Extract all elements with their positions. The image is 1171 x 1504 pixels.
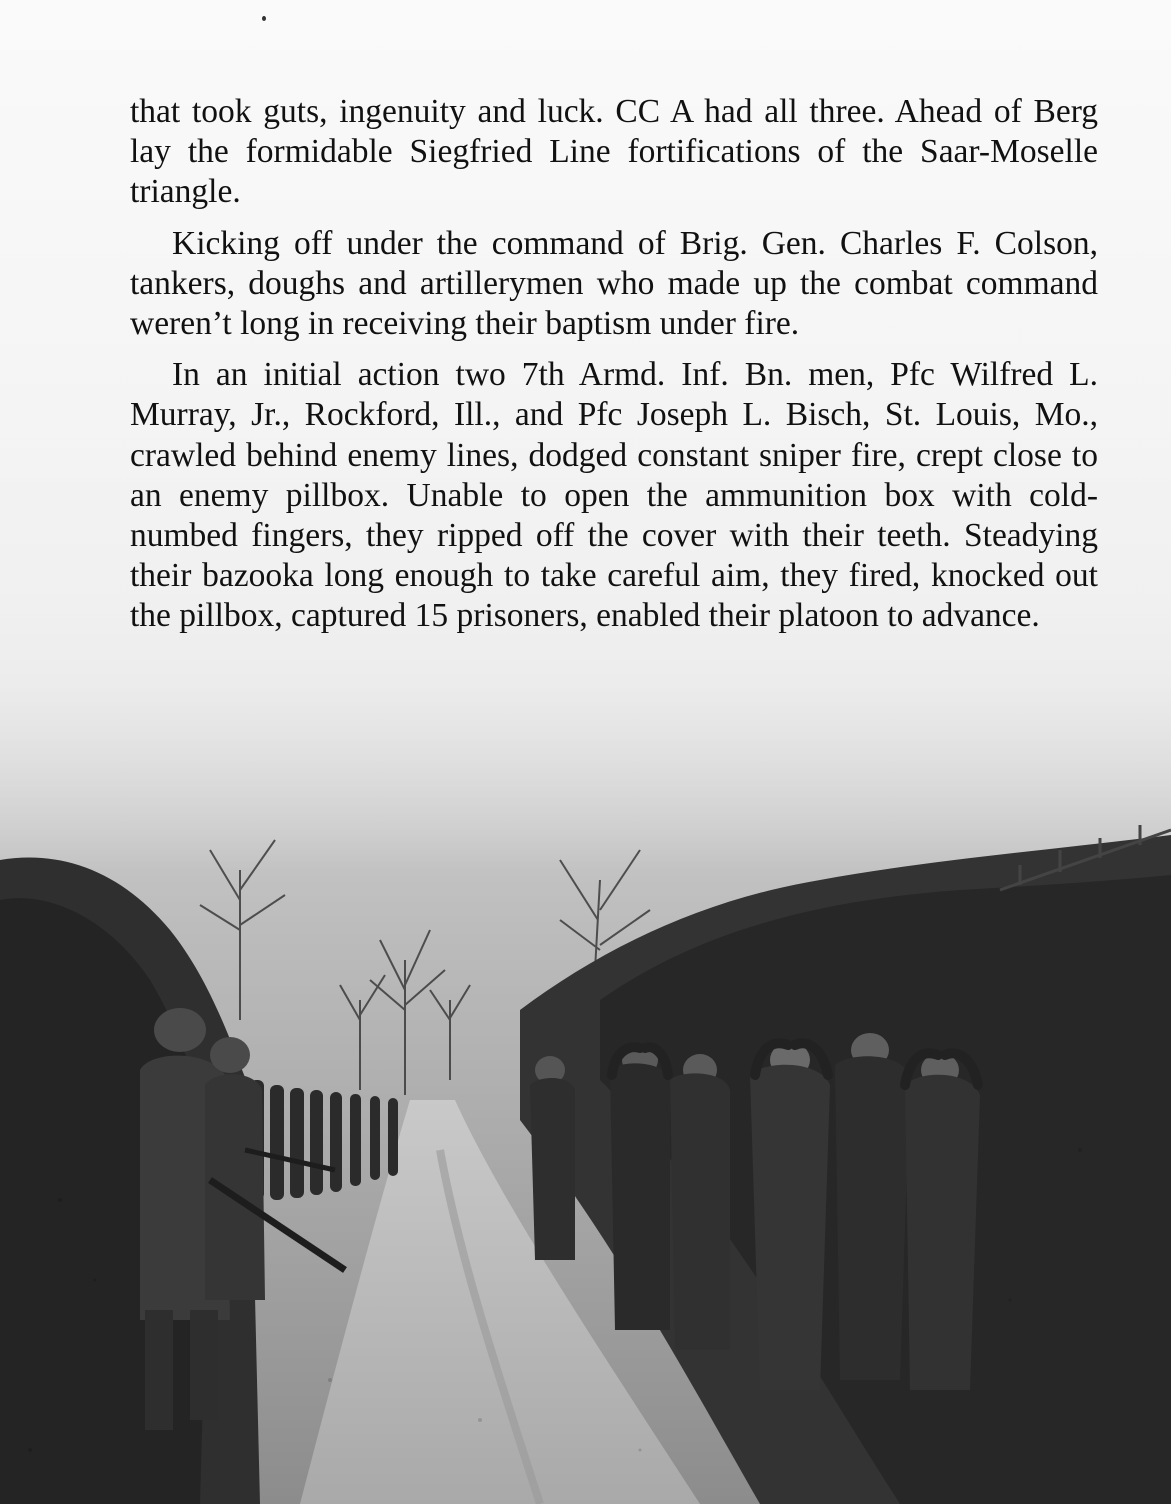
paragraph-3: In an initial action two 7th Armd. Inf. Bn. men, Pfc Wilfred L. Murray, Jr., Rockford, Ill., and Pfc Joseph L. Bisch, St. Louis, Mo., crawled behind enemy lines, dodged constant sniper fire, crept close to an enemy pillbox. Unable to open the ammunition box with cold-numbed fingers, they ripped off the cover with their teeth. Steadying their bazooka long enough to take careful aim, they fired, knocked out the pillbox, captured 15 prisoners, enabled their platoon to advance. (130, 356, 1098, 635)
scan-speck (262, 16, 266, 21)
paragraph-1: that took guts, ingenuity and luck. CC A had all three. Ahead of Berg lay the formidable Siegfried Line fortifications of the Saar-Moselle triangle. (130, 93, 1098, 211)
paragraph-2: Kicking off under the command of Brig. Gen. Charles F. Colson, tankers, doughs and artillerymen who made up the combat command weren’t long in receiving their baptism under fire. (130, 224, 1098, 343)
article-text (130, 92, 1098, 648)
